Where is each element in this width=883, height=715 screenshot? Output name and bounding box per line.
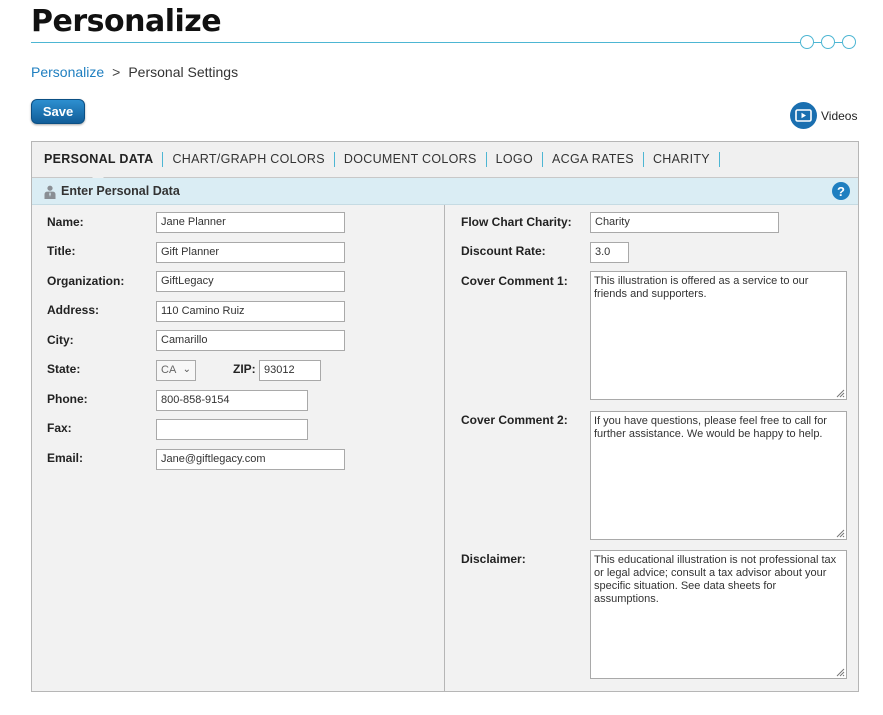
cover-comment-2-textarea[interactable] — [590, 411, 847, 540]
title-rule — [31, 42, 806, 43]
email-field[interactable]: Jane@giftlegacy.com — [156, 449, 345, 470]
cover-comment-1-label: Cover Comment 1: — [461, 274, 568, 288]
breadcrumb-current: Personal Settings — [128, 64, 239, 80]
resize-grip-icon[interactable] — [835, 528, 845, 538]
flow-chart-charity-label: Flow Chart Charity: — [461, 215, 572, 229]
video-play-icon[interactable] — [790, 102, 817, 129]
resize-grip-icon[interactable] — [835, 667, 845, 677]
progress-circle — [800, 35, 814, 49]
videos-label[interactable]: Videos — [821, 108, 858, 123]
discount-rate-label: Discount Rate: — [461, 244, 546, 258]
help-icon[interactable]: ? — [832, 182, 850, 200]
tab-personal-data[interactable]: PERSONAL DATA — [35, 152, 163, 167]
tab-chart-graph-colors[interactable]: CHART/GRAPH COLORS — [163, 152, 334, 167]
cover-comment-2-label: Cover Comment 2: — [461, 413, 568, 427]
city-label: City: — [47, 333, 74, 347]
form-body — [32, 205, 858, 691]
fax-label: Fax: — [47, 421, 72, 435]
resize-grip-icon[interactable] — [835, 388, 845, 398]
chevron-down-icon: ⌄ — [182, 364, 191, 375]
disclaimer-text: This educational illustration is not professional tax or legal advice; consult a tax advisor about your specific situation. See data sheets for assumptions. — [594, 554, 837, 605]
discount-rate-field[interactable]: 3.0 — [590, 242, 629, 263]
person-icon — [44, 184, 56, 198]
cover-comment-1-text: This illustration is offered as a service to our friends and supporters. — [594, 275, 809, 300]
tab-bar — [32, 142, 858, 178]
cover-comment-1-textarea[interactable] — [590, 271, 847, 400]
progress-circle — [842, 35, 856, 49]
save-button[interactable]: Save — [31, 99, 85, 124]
zip-label: ZIP: — [233, 362, 256, 376]
breadcrumb — [31, 64, 238, 80]
breadcrumb-separator: > — [112, 64, 121, 80]
settings-panel — [31, 141, 859, 692]
state-select[interactable] — [156, 360, 196, 381]
progress-circle — [821, 35, 835, 49]
zip-field[interactable]: 93012 — [259, 360, 321, 381]
email-label: Email: — [47, 451, 84, 465]
page-title: Personalize — [31, 4, 222, 39]
phone-label: Phone: — [47, 392, 88, 406]
organization-field[interactable]: GiftLegacy — [156, 271, 345, 292]
title-field[interactable]: Gift Planner — [156, 242, 345, 263]
column-divider — [444, 205, 445, 691]
tab-acga-rates[interactable]: ACGA RATES — [543, 152, 644, 167]
name-field[interactable]: Jane Planner — [156, 212, 345, 233]
flow-chart-charity-field[interactable]: Charity — [590, 212, 779, 233]
organization-label: Organization: — [47, 274, 125, 288]
title-label: Title: — [47, 244, 76, 258]
state-value: CA — [161, 364, 177, 376]
city-field[interactable]: Camarillo — [156, 330, 345, 351]
videos-link[interactable] — [790, 102, 857, 129]
breadcrumb-link-personalize[interactable]: Personalize — [31, 64, 105, 80]
tab-document-colors[interactable]: DOCUMENT COLORS — [335, 152, 487, 167]
cover-comment-2-text: If you have questions, please feel free to call for further assistance. We would be happy to help. — [594, 415, 827, 440]
section-header — [32, 178, 858, 205]
disclaimer-textarea[interactable] — [590, 550, 847, 679]
tab-logo[interactable]: LOGO — [487, 152, 543, 167]
section-title: Enter Personal Data — [61, 184, 180, 198]
state-label: State: — [47, 362, 81, 376]
address-field[interactable]: 110 Camino Ruiz — [156, 301, 345, 322]
disclaimer-label: Disclaimer: — [461, 552, 526, 566]
tab-charity[interactable]: CHARITY — [644, 152, 720, 167]
name-label: Name: — [47, 215, 84, 229]
fax-field[interactable] — [156, 419, 308, 440]
address-label: Address: — [47, 303, 100, 317]
phone-field[interactable]: 800-858-9154 — [156, 390, 308, 411]
